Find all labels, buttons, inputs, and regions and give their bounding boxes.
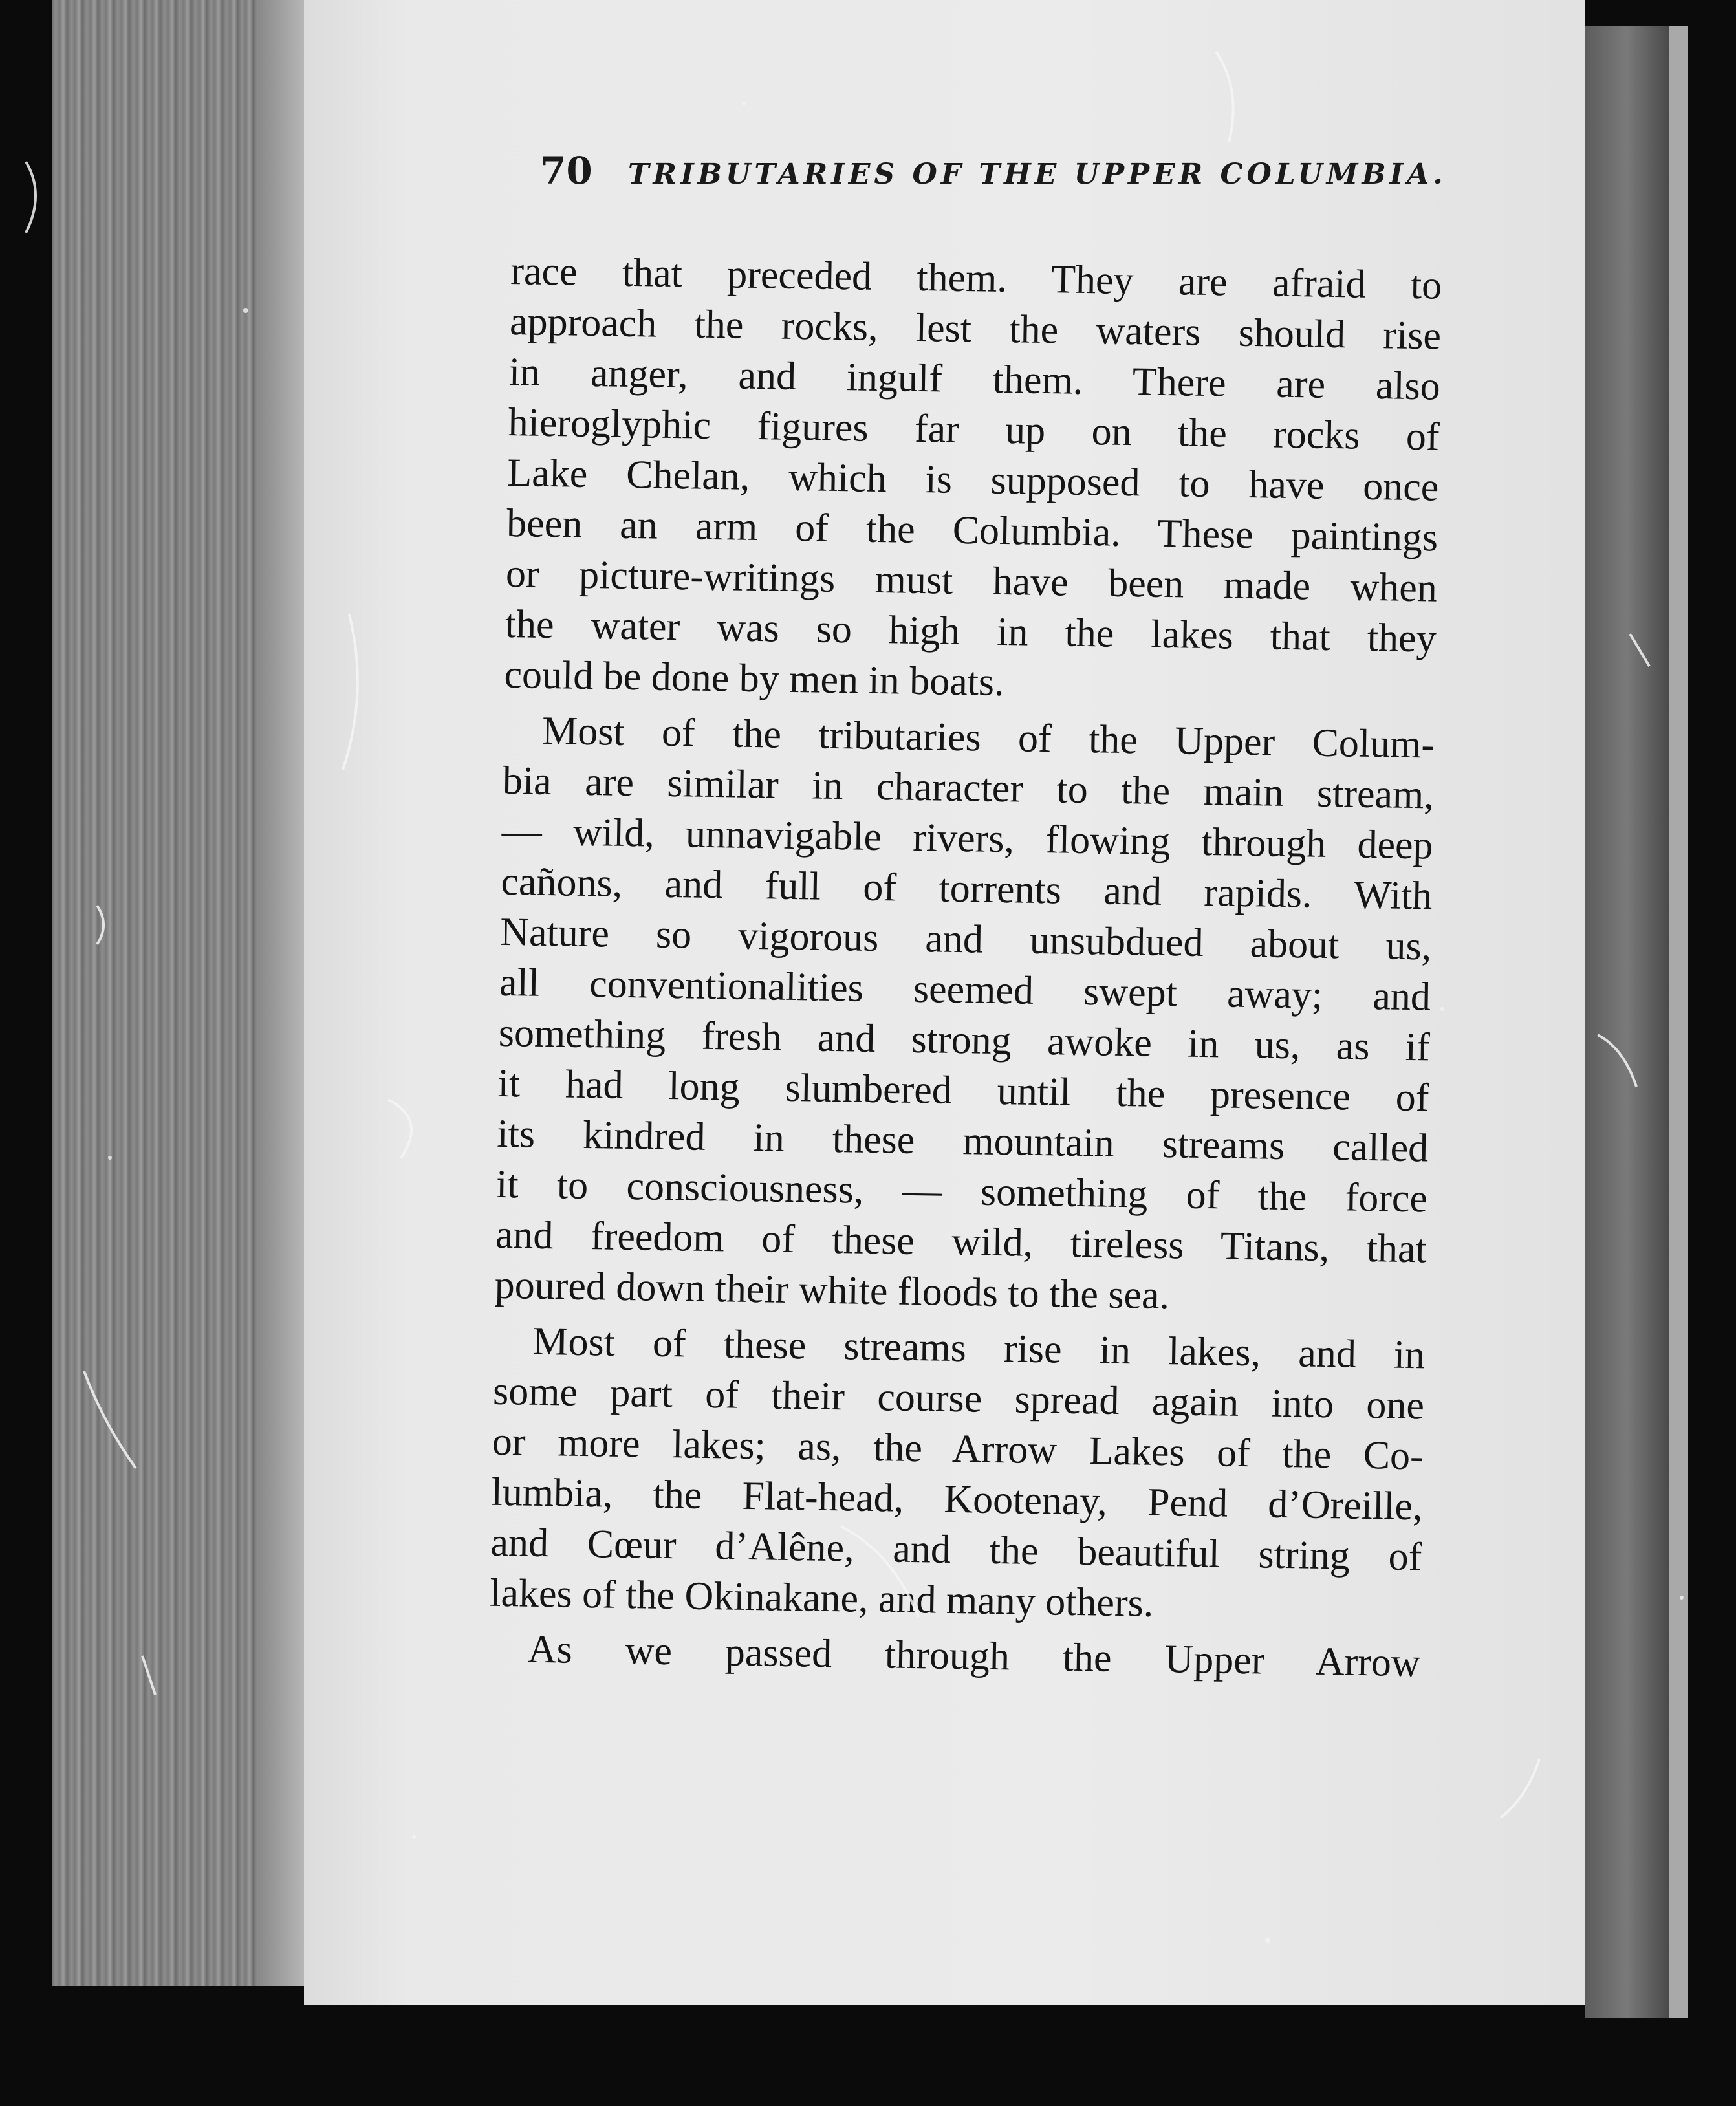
text-line: Most of the tributaries of the Upper Colum- bbox=[541, 708, 1435, 767]
text-line: in anger, and ingulf them. There are also bbox=[508, 349, 1441, 409]
text-line: its kindred in these mountain streams called bbox=[496, 1111, 1429, 1171]
body-text bbox=[488, 246, 1442, 1688]
book-page-edge-highlight bbox=[259, 0, 310, 1986]
book-cover-edge bbox=[1585, 26, 1669, 2018]
running-title: TRIBUTARIES OF THE UPPER COLUMBIA. bbox=[627, 158, 1447, 191]
text-line: hieroglyphic figures far up on the rocks of bbox=[508, 400, 1440, 459]
text-line: it to consciousness, — something of the force bbox=[495, 1162, 1428, 1221]
running-head bbox=[540, 149, 1447, 193]
text-line: it had long slumbered until the presence of bbox=[497, 1061, 1430, 1120]
text-line: Nature so vigorous and unsubdued about us, bbox=[499, 909, 1432, 969]
text-line: and Cœur d’Alêne, and the beautiful string of bbox=[490, 1520, 1422, 1580]
page-number: 70 bbox=[540, 149, 592, 193]
text-line: — wild, unnavigable rivers, flowing through deep bbox=[501, 809, 1434, 868]
text-line: or more lakes; as, the Arrow Lakes of the Co- bbox=[492, 1419, 1424, 1479]
text-line: lakes of the Okinakane, and many others. bbox=[489, 1570, 1154, 1625]
text-line: Most of these streams rise in lakes, and in bbox=[532, 1319, 1426, 1378]
text-line: bia are similar in character to the main stream, bbox=[502, 758, 1435, 818]
text-line: been an arm of the Columbia. These paintings bbox=[506, 501, 1438, 560]
text-line: Lake Chelan, which is supposed to have once bbox=[506, 450, 1439, 510]
text-line: poured down their white floods to the sea. bbox=[494, 1263, 1170, 1318]
text-line: cañons, and full of torrents and rapids. With bbox=[501, 859, 1433, 918]
text-line: race that preceded them. They are afraid to bbox=[510, 248, 1442, 308]
text-line: or picture-writings must have been made when bbox=[505, 551, 1438, 611]
text-line: some part of their course spread again into one bbox=[492, 1369, 1425, 1428]
text-line: lumbia, the Flat-head, Kootenay, Pend d’Oreille, bbox=[491, 1470, 1424, 1529]
text-line: all conventionalities seemed swept away; and bbox=[499, 960, 1431, 1019]
text-line: and freedom of these wild, tireless Titans, that bbox=[495, 1212, 1427, 1272]
book-cover-outer-edge bbox=[1669, 26, 1688, 2018]
text-line: As we passed through the Upper Arrow bbox=[527, 1627, 1421, 1686]
text-line: approach the rocks, lest the waters should rise bbox=[509, 299, 1442, 358]
text-line: something fresh and strong awoke in us, as if bbox=[498, 1010, 1431, 1070]
text-line: the water was so high in the lakes that they bbox=[505, 602, 1437, 661]
text-line: could be done by men in boats. bbox=[504, 652, 1005, 705]
